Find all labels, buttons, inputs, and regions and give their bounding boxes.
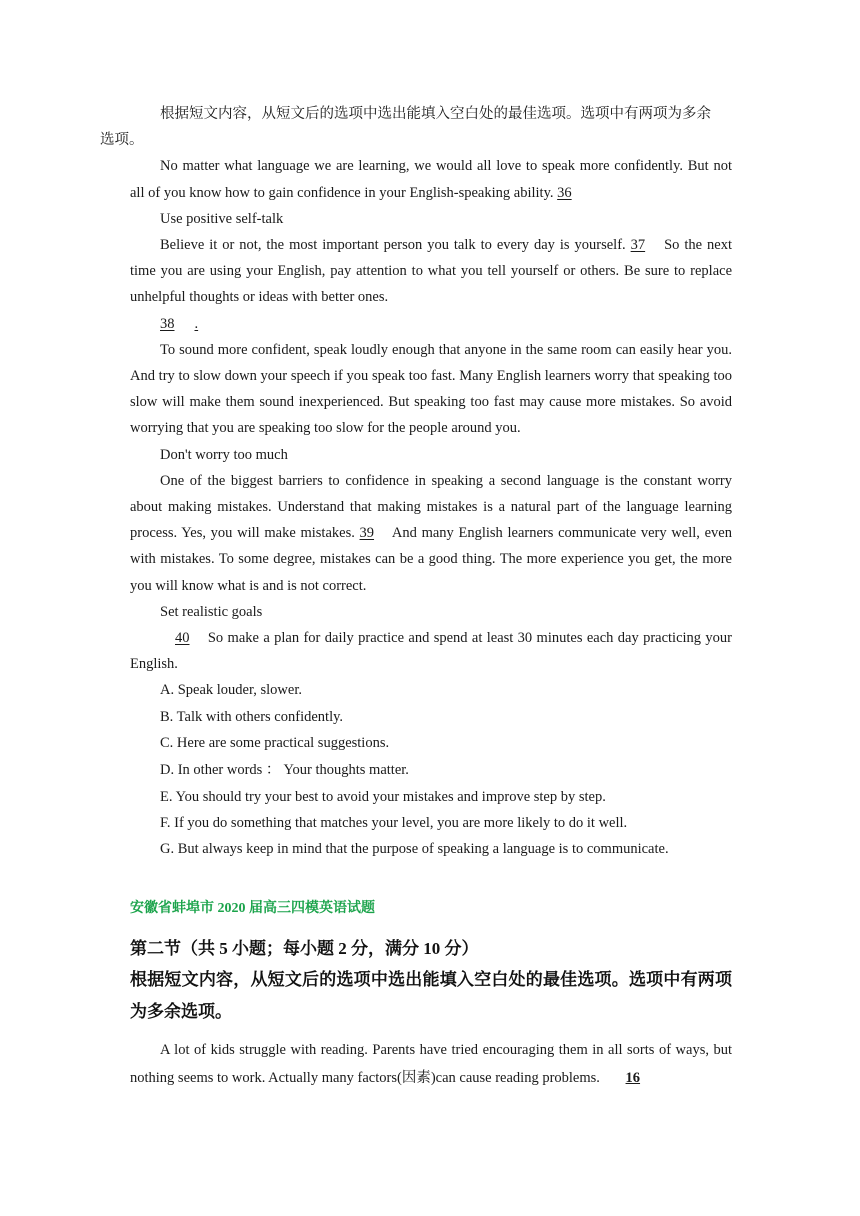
blank-39: 39 xyxy=(359,525,375,542)
passage-two-text: A lot of kids struggle with reading. Parents have tried encouraging them in all sorts of ways, but nothing seems to work. Actually many factors(因素)can cause reading problems. xyxy=(130,1042,732,1086)
paragraph-2-text-before: Believe it or not, the most important person you talk to every day is yourself. xyxy=(160,237,631,254)
section-two-instruction: 根据短文内容，从短文后的选项中选出能填入空白处的最佳选项。选项中有两项为多余选项。 xyxy=(130,970,732,1021)
paragraph-2-text-after: So the next time you are using your English, pay attention to what you tell yourself or others. Be sure to replace unhelpful thoughts or ideas with better ones. xyxy=(130,237,732,306)
heading-positive-self-talk: Use positive self-talk xyxy=(160,210,284,227)
paragraph-4-text-before: One of the biggest barriers to confidence in speaking a second language is the constant worry about making mistakes. Understand that making mistakes is a natural part of the language learning process. Yes, you will make mistakes. xyxy=(130,472,732,542)
instructions-line-1: 根据短文内容，从短文后的选项中选出能填入空白处的最佳选项。选项中有两项为多余 xyxy=(160,106,711,122)
blank-38-line xyxy=(130,311,732,337)
blank-37: 37 xyxy=(630,237,646,254)
blank-16: 16 xyxy=(625,1070,641,1086)
option-a: A. Speak louder, slower. xyxy=(160,682,302,699)
option-c: C. Here are some practical suggestions. xyxy=(160,734,390,751)
option-f: F. If you do something that matches your level, you are more likely to do it well. xyxy=(160,815,628,832)
paragraph-1-text: No matter what language we are learning, we would all love to speak more confidently. But not all of you know how to gain confidence in your English-speaking ability. xyxy=(130,158,732,201)
passage-two xyxy=(130,1036,732,1092)
section-two xyxy=(130,934,732,1028)
blank-36: 36 xyxy=(557,184,572,201)
blank-40: 40 xyxy=(175,630,190,647)
option-e: E. You should try your best to avoid your mistakes and improve step by step. xyxy=(160,789,606,806)
option-d: D. In other words ： Your thoughts matter. xyxy=(160,762,409,779)
paragraph-4 xyxy=(130,468,732,599)
reading-section xyxy=(100,101,732,863)
paragraph-4-text-after: And many English learners communicate very well, even with mistakes. To some degree, mistakes can be a good thing. The more experience you get, the more you will know what is and is not correct. xyxy=(130,525,732,594)
paragraph-5-text: So make a plan for daily practice and spend at least 30 minutes each day practicing your English. xyxy=(130,630,732,673)
heading-dont-worry: Don't worry too much xyxy=(160,446,288,463)
heading-realistic-goals: Set realistic goals xyxy=(160,603,263,620)
paragraph-3: To sound more confident, speak loudly enough that anyone in the same room can easily hear you. And try to slow down your speech if you speak too fast. Many English learners worry that speaking too slow will make them sound inexperienced. But speaking too fast may cause more mistakes. So avoid worrying that you are speaking too slow for the people around you. xyxy=(130,341,732,437)
passage-two-paragraph-1 xyxy=(130,1036,732,1092)
paragraph-5 xyxy=(130,625,732,677)
option-b: B. Talk with others confidently. xyxy=(160,708,344,725)
instructions-line-2: 选项。 xyxy=(100,132,144,149)
instructions xyxy=(100,101,732,153)
paragraph-1 xyxy=(130,153,732,205)
option-g: G. But always keep in mind that the purpose of speaking a language is to communicate. xyxy=(160,841,669,858)
options-list xyxy=(130,677,732,862)
section-two-title: 第二节（共 5 小题；每小题 2 分，满分 10 分） xyxy=(130,939,479,958)
exam-source-title: 安徽省蚌埠市 2020 届高三四模英语试题 xyxy=(130,901,375,916)
blank-38: 38 . xyxy=(160,315,199,332)
paragraph-2 xyxy=(130,232,732,311)
